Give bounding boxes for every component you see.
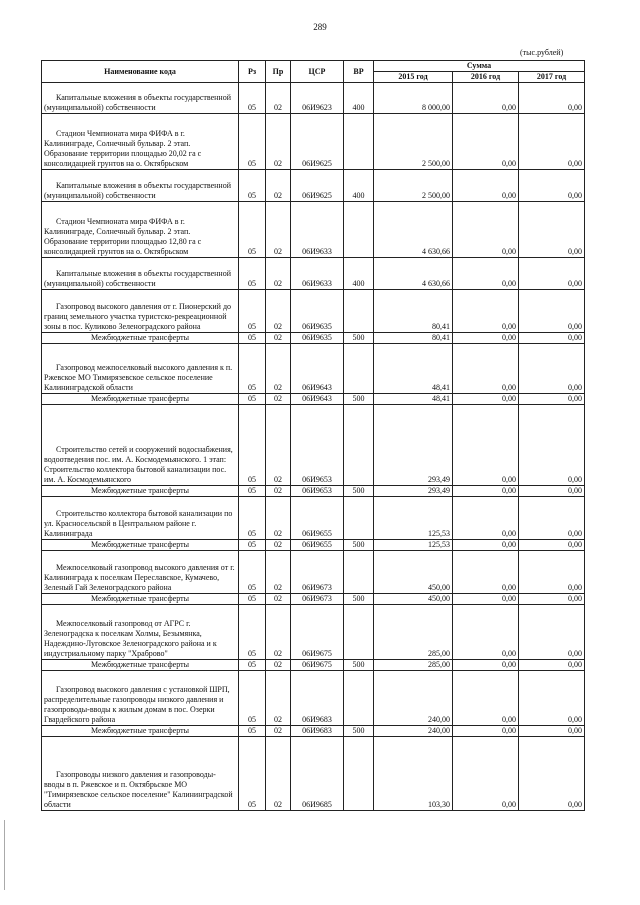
header-2015: 2015 год [374,72,453,83]
cell-rz: 05 [239,344,266,394]
table-row [42,486,585,497]
cell-y2017: 0,00 [519,83,585,114]
cell-y2015: 2 500,00 [374,170,453,202]
cell-csr: 06И9655 [291,497,344,540]
cell-y2016: 0,00 [453,486,519,497]
cell-name: Капитальные вложения в объекты государственной (муниципальной) собственности [42,170,239,202]
cell-name: Межбюджетные трансферты [42,486,239,497]
header-2016: 2016 год [453,72,519,83]
cell-csr: 06И9635 [291,333,344,344]
cell-y2015: 8 000,00 [374,83,453,114]
table-row [42,333,585,344]
cell-vr: 400 [344,83,374,114]
table-row [42,726,585,737]
cell-y2015: 293,49 [374,405,453,486]
cell-y2015: 125,53 [374,497,453,540]
cell-y2016: 0,00 [453,671,519,726]
cell-name: Межбюджетные трансферты [42,394,239,405]
cell-y2016: 0,00 [453,605,519,660]
cell-rz: 05 [239,333,266,344]
cell-name: Капитальные вложения в объекты государственной (муниципальной) собственности [42,83,239,114]
cell-pr: 02 [266,605,291,660]
header-2017: 2017 год [519,72,585,83]
cell-y2016: 0,00 [453,594,519,605]
table-body [42,83,585,811]
cell-y2015: 80,41 [374,290,453,333]
cell-vr: 500 [344,726,374,737]
header-vr: ВР [344,61,374,83]
cell-y2015: 2 500,00 [374,114,453,170]
cell-y2016: 0,00 [453,258,519,290]
cell-vr [344,497,374,540]
table-row [42,258,585,290]
cell-vr: 500 [344,594,374,605]
cell-y2017: 0,00 [519,737,585,811]
cell-y2017: 0,00 [519,605,585,660]
table-row [42,671,585,726]
cell-csr: 06И9673 [291,594,344,605]
cell-rz: 05 [239,405,266,486]
cell-name: Межбюджетные трансферты [42,726,239,737]
cell-y2017: 0,00 [519,594,585,605]
table-row [42,344,585,394]
cell-y2017: 0,00 [519,540,585,551]
cell-y2017: 0,00 [519,202,585,258]
cell-y2017: 0,00 [519,660,585,671]
cell-y2015: 285,00 [374,660,453,671]
cell-vr [344,737,374,811]
cell-name: Газопровод высокого давления от г. Пионерский до границ земельного участка туристско-рекреационной зоны в пос. Куликово Зеленоградского района [42,290,239,333]
cell-rz: 05 [239,290,266,333]
cell-vr: 500 [344,540,374,551]
cell-y2015: 48,41 [374,394,453,405]
header-csr: ЦСР [291,61,344,83]
cell-y2016: 0,00 [453,405,519,486]
cell-vr: 500 [344,486,374,497]
cell-rz: 05 [239,83,266,114]
cell-pr: 02 [266,333,291,344]
header-pr: Пр [266,61,291,83]
cell-vr [344,671,374,726]
cell-rz: 05 [239,551,266,594]
cell-rz: 05 [239,726,266,737]
cell-y2015: 240,00 [374,726,453,737]
cell-pr: 02 [266,83,291,114]
cell-rz: 05 [239,170,266,202]
cell-pr: 02 [266,497,291,540]
cell-y2017: 0,00 [519,497,585,540]
cell-pr: 02 [266,344,291,394]
cell-name: Газопроводы низкого давления и газопроводы-вводы в п. Ржевское и п. Октябрьское МО "Тимирязевское сельское поселение" Калининградской области [42,737,239,811]
header-sum: Сумма [374,61,585,72]
cell-y2016: 0,00 [453,344,519,394]
cell-pr: 02 [266,486,291,497]
cell-csr: 06И9625 [291,170,344,202]
table-row [42,290,585,333]
cell-name: Межпоселковый газопровод от АГРС г. Зеленоградска к поселкам Холмы, Безымянка, Надеждино-Луговское Зеленоградского района и к индустриальному парку "Храброво" [42,605,239,660]
cell-y2016: 0,00 [453,660,519,671]
cell-y2015: 293,49 [374,486,453,497]
cell-pr: 02 [266,737,291,811]
cell-name: Газопровод высокого давления с установкой ШРП, распределительные газопроводы низкого давления и газопроводы-вводы к жилым домам в пос. Озерки Гвардейского района [42,671,239,726]
cell-y2017: 0,00 [519,344,585,394]
cell-y2015: 285,00 [374,605,453,660]
cell-csr: 06И9633 [291,202,344,258]
cell-y2015: 48,41 [374,344,453,394]
cell-csr: 06И9653 [291,486,344,497]
table-row [42,737,585,811]
cell-vr [344,605,374,660]
cell-y2017: 0,00 [519,170,585,202]
cell-y2016: 0,00 [453,114,519,170]
cell-y2017: 0,00 [519,405,585,486]
table-row [42,394,585,405]
table-row [42,497,585,540]
cell-csr: 06И9653 [291,405,344,486]
cell-csr: 06И9625 [291,114,344,170]
cell-csr: 06И9633 [291,258,344,290]
cell-y2016: 0,00 [453,497,519,540]
table-row [42,114,585,170]
table-row [42,540,585,551]
cell-pr: 02 [266,202,291,258]
header-rz: Рз [239,61,266,83]
cell-rz: 05 [239,497,266,540]
cell-name: Газопровод межпоселковый высокого давления к п. Ржевское МО Тимирязевское сельское поселение Калининградской области [42,344,239,394]
cell-y2016: 0,00 [453,290,519,333]
cell-y2015: 240,00 [374,671,453,726]
cell-vr [344,551,374,594]
cell-rz: 05 [239,394,266,405]
cell-pr: 02 [266,170,291,202]
cell-name: Строительство сетей и сооружений водоснабжения, водоотведения пос. им. А. Космодемьянского. 1 этап: Строительство коллектора бытовой канализации пос. им. А. Космодемьянского [42,405,239,486]
cell-y2016: 0,00 [453,551,519,594]
cell-pr: 02 [266,726,291,737]
table-row [42,605,585,660]
cell-y2015: 103,30 [374,737,453,811]
cell-name: Межбюджетные трансферты [42,594,239,605]
cell-rz: 05 [239,594,266,605]
cell-vr: 500 [344,333,374,344]
scan-edge-mark [4,820,5,890]
cell-y2017: 0,00 [519,486,585,497]
page-number: 289 [313,22,327,32]
cell-y2017: 0,00 [519,726,585,737]
cell-pr: 02 [266,405,291,486]
cell-y2015: 125,53 [374,540,453,551]
cell-y2016: 0,00 [453,726,519,737]
table-row [42,170,585,202]
cell-y2016: 0,00 [453,394,519,405]
cell-rz: 05 [239,202,266,258]
cell-y2017: 0,00 [519,551,585,594]
cell-pr: 02 [266,671,291,726]
table-row [42,405,585,486]
cell-rz: 05 [239,486,266,497]
cell-csr: 06И9683 [291,726,344,737]
cell-pr: 02 [266,660,291,671]
cell-rz: 05 [239,660,266,671]
cell-y2016: 0,00 [453,83,519,114]
cell-name: Стадион Чемпионата мира ФИФА в г. Калининграде, Солнечный бульвар. 2 этап. Образование территории площадью 12,80 га с консолидацией грунтов на о. Октябрьском [42,202,239,258]
table-row [42,594,585,605]
table-row [42,202,585,258]
cell-vr [344,114,374,170]
cell-name: Межпоселковый газопровод высокого давления от г. Калининграда к поселкам Переславское, Кумачево, Зеленый Гай Зеленоградского района [42,551,239,594]
cell-rz: 05 [239,737,266,811]
cell-y2017: 0,00 [519,333,585,344]
table-row [42,83,585,114]
cell-pr: 02 [266,114,291,170]
cell-csr: 06И9655 [291,540,344,551]
cell-y2017: 0,00 [519,258,585,290]
cell-csr: 06И9675 [291,605,344,660]
cell-vr [344,202,374,258]
cell-pr: 02 [266,540,291,551]
cell-vr: 500 [344,660,374,671]
cell-csr: 06И9685 [291,737,344,811]
cell-csr: 06И9683 [291,671,344,726]
header-name: Наименование кода [42,61,239,83]
cell-name: Межбюджетные трансферты [42,660,239,671]
cell-name: Межбюджетные трансферты [42,540,239,551]
cell-vr: 500 [344,394,374,405]
cell-rz: 05 [239,671,266,726]
cell-name: Строительство коллектора бытовой канализации по ул. Красносельской в Центральном районе г. Калининграда [42,497,239,540]
cell-pr: 02 [266,594,291,605]
cell-pr: 02 [266,551,291,594]
cell-csr: 06И9623 [291,83,344,114]
cell-rz: 05 [239,605,266,660]
table-row [42,660,585,671]
cell-vr: 400 [344,170,374,202]
cell-y2016: 0,00 [453,737,519,811]
cell-pr: 02 [266,290,291,333]
cell-pr: 02 [266,394,291,405]
cell-vr [344,290,374,333]
cell-name: Межбюджетные трансферты [42,333,239,344]
table-row [42,551,585,594]
budget-table [41,60,585,811]
cell-y2016: 0,00 [453,333,519,344]
cell-csr: 06И9643 [291,344,344,394]
cell-y2015: 450,00 [374,594,453,605]
cell-y2017: 0,00 [519,290,585,333]
cell-rz: 05 [239,258,266,290]
cell-csr: 06И9635 [291,290,344,333]
cell-y2015: 4 630,66 [374,202,453,258]
cell-csr: 06И9675 [291,660,344,671]
cell-rz: 05 [239,114,266,170]
cell-y2017: 0,00 [519,671,585,726]
cell-y2017: 0,00 [519,114,585,170]
cell-csr: 06И9643 [291,394,344,405]
cell-name: Капитальные вложения в объекты государственной (муниципальной) собственности [42,258,239,290]
cell-csr: 06И9673 [291,551,344,594]
cell-y2015: 450,00 [374,551,453,594]
cell-y2015: 80,41 [374,333,453,344]
cell-pr: 02 [266,258,291,290]
cell-vr [344,405,374,486]
cell-rz: 05 [239,540,266,551]
cell-y2016: 0,00 [453,202,519,258]
cell-y2016: 0,00 [453,540,519,551]
cell-vr [344,344,374,394]
cell-y2015: 4 630,66 [374,258,453,290]
cell-name: Стадион Чемпионата мира ФИФА в г. Калининграде, Солнечный бульвар. 2 этап. Образование территории площадью 20,02 га с консолидацией грунтов на о. Октябрьском [42,114,239,170]
cell-vr: 400 [344,258,374,290]
cell-y2016: 0,00 [453,170,519,202]
cell-y2017: 0,00 [519,394,585,405]
units-label: (тыс.рублей) [520,48,564,57]
